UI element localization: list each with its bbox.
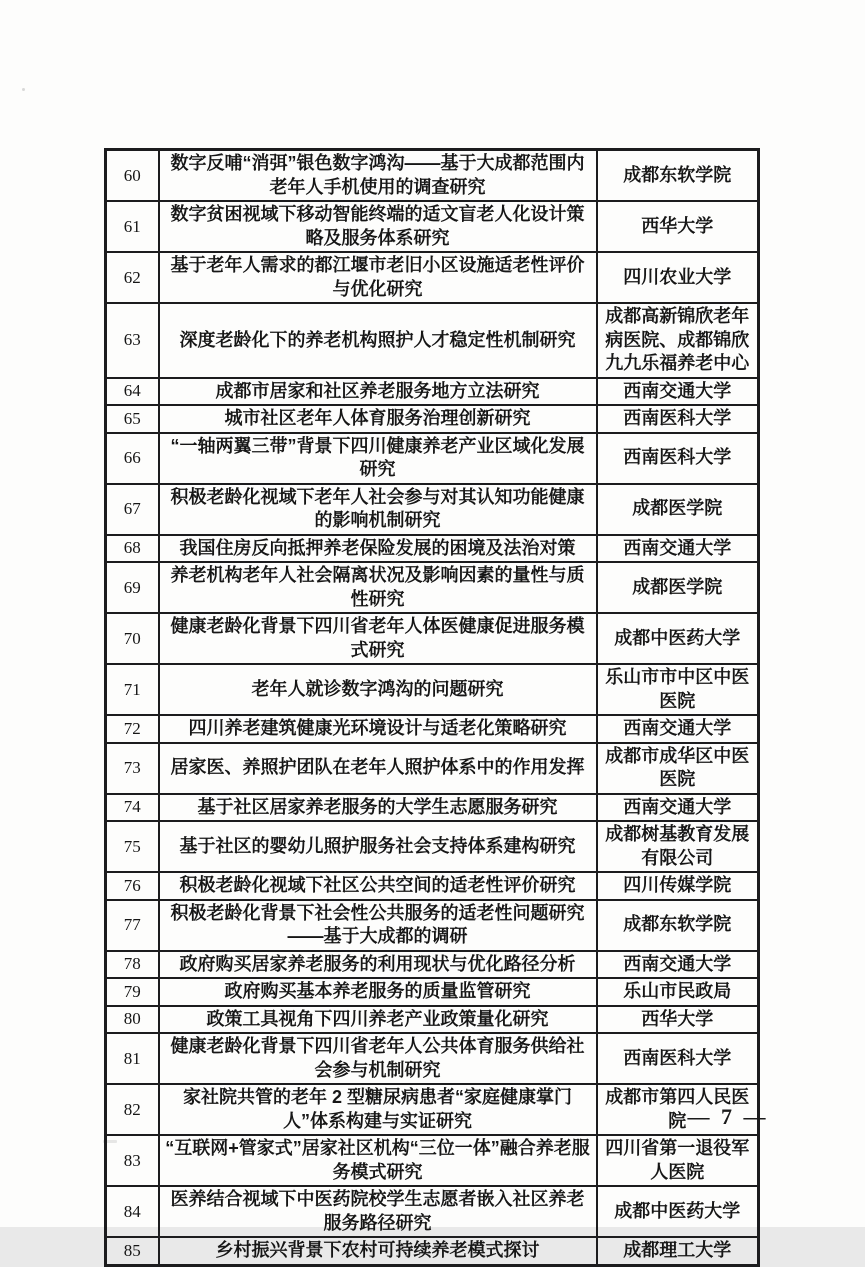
project-title-cell: 深度老龄化下的养老机构照护人才稳定性机制研究 — [159, 303, 597, 378]
institution-cell: 西华大学 — [597, 201, 759, 252]
row-number-cell: 78 — [106, 951, 159, 979]
project-title-cell: 基于社区的婴幼儿照护服务社会支持体系建构研究 — [159, 821, 597, 872]
institution-cell: 成都东软学院 — [597, 150, 759, 202]
project-title-cell: 健康老龄化背景下四川省老年人公共体育服务供给社会参与机制研究 — [159, 1033, 597, 1084]
project-title-cell: 成都市居家和社区养老服务地方立法研究 — [159, 378, 597, 406]
table-row — [106, 433, 759, 484]
table-row — [106, 664, 759, 715]
institution-cell: 成都树基教育发展有限公司 — [597, 821, 759, 872]
row-number-cell: 62 — [106, 252, 159, 303]
row-number-cell: 81 — [106, 1033, 159, 1084]
project-table-body — [106, 150, 759, 1266]
institution-cell: 四川农业大学 — [597, 252, 759, 303]
row-number-cell: 67 — [106, 484, 159, 535]
row-number-cell: 60 — [106, 150, 159, 202]
row-number-cell: 84 — [106, 1186, 159, 1237]
table-row — [106, 484, 759, 535]
table-row — [106, 1237, 759, 1265]
table-row — [106, 872, 759, 900]
institution-cell: 成都医学院 — [597, 484, 759, 535]
row-number-cell: 75 — [106, 821, 159, 872]
table-row — [106, 715, 759, 743]
row-number-cell: 71 — [106, 664, 159, 715]
table-row — [106, 201, 759, 252]
table-row — [106, 900, 759, 951]
project-title-cell: 医养结合视域下中医药院校学生志愿者嵌入社区养老服务路径研究 — [159, 1186, 597, 1237]
table-row — [106, 150, 759, 202]
project-title-cell: 基于社区居家养老服务的大学生志愿服务研究 — [159, 794, 597, 822]
row-number-cell: 72 — [106, 715, 159, 743]
project-title-cell: “互联网+管家式”居家社区机构“三位一体”融合养老服务模式研究 — [159, 1135, 597, 1186]
project-title-cell: 健康老龄化背景下四川省老年人体医健康促进服务模式研究 — [159, 613, 597, 664]
project-title-cell: 乡村振兴背景下农村可持续养老模式探讨 — [159, 1237, 597, 1265]
project-title-cell: 基于老年人需求的都江堰市老旧小区设施适老性评价与优化研究 — [159, 252, 597, 303]
table-row — [106, 303, 759, 378]
table-row — [106, 743, 759, 794]
table-row — [106, 562, 759, 613]
institution-cell: 西南医科大学 — [597, 1033, 759, 1084]
row-number-cell: 83 — [106, 1135, 159, 1186]
row-number-cell: 66 — [106, 433, 159, 484]
institution-cell: 成都市第四人民医院 — [597, 1084, 759, 1135]
institution-cell: 西南交通大学 — [597, 951, 759, 979]
row-number-cell: 61 — [106, 201, 159, 252]
table-row — [106, 1186, 759, 1237]
project-title-cell: 四川养老建筑健康光环境设计与适老化策略研究 — [159, 715, 597, 743]
project-title-cell: 积极老龄化视域下社区公共空间的适老性评价研究 — [159, 872, 597, 900]
project-title-cell: 数字贫困视域下移动智能终端的适文盲老人化设计策略及服务体系研究 — [159, 201, 597, 252]
table-row — [106, 794, 759, 822]
table-row — [106, 1033, 759, 1084]
institution-cell: 西华大学 — [597, 1006, 759, 1034]
row-number-cell: 63 — [106, 303, 159, 378]
row-number-cell: 82 — [106, 1084, 159, 1135]
project-title-cell: 我国住房反向抵押养老保险发展的困境及法治对策 — [159, 535, 597, 563]
project-table — [104, 148, 760, 1267]
table-row — [106, 821, 759, 872]
project-title-cell: “一轴两翼三带”背景下四川健康养老产业区域化发展研究 — [159, 433, 597, 484]
project-title-cell: 积极老龄化视域下老年人社会参与对其认知功能健康的影响机制研究 — [159, 484, 597, 535]
institution-cell: 四川省第一退役军人医院 — [597, 1135, 759, 1186]
row-number-cell: 73 — [106, 743, 159, 794]
institution-cell: 成都高新锦欣老年病医院、成都锦欣九九乐福养老中心 — [597, 303, 759, 378]
project-title-cell: 老年人就诊数字鸿沟的问题研究 — [159, 664, 597, 715]
institution-cell: 西南交通大学 — [597, 535, 759, 563]
institution-cell: 西南医科大学 — [597, 405, 759, 433]
row-number-cell: 76 — [106, 872, 159, 900]
institution-cell: 成都中医药大学 — [597, 1186, 759, 1237]
scan-speck — [22, 88, 25, 91]
row-number-cell: 77 — [106, 900, 159, 951]
table-row — [106, 405, 759, 433]
table-row — [106, 252, 759, 303]
project-title-cell: 居家医、养照护团队在老年人照护体系中的作用发挥 — [159, 743, 597, 794]
institution-cell: 西南医科大学 — [597, 433, 759, 484]
institution-cell: 西南交通大学 — [597, 715, 759, 743]
project-title-cell: 城市社区老年人体育服务治理创新研究 — [159, 405, 597, 433]
row-number-cell: 65 — [106, 405, 159, 433]
institution-cell: 成都中医药大学 — [597, 613, 759, 664]
institution-cell: 成都医学院 — [597, 562, 759, 613]
row-number-cell: 68 — [106, 535, 159, 563]
table-row — [106, 378, 759, 406]
institution-cell: 西南交通大学 — [597, 378, 759, 406]
row-number-cell: 85 — [106, 1237, 159, 1265]
table-row — [106, 1006, 759, 1034]
project-title-cell: 政策工具视角下四川养老产业政策量化研究 — [159, 1006, 597, 1034]
institution-cell: 乐山市民政局 — [597, 978, 759, 1006]
institution-cell: 四川传媒学院 — [597, 872, 759, 900]
row-number-cell: 80 — [106, 1006, 159, 1034]
table-row — [106, 951, 759, 979]
project-title-cell: 政府购买基本养老服务的质量监管研究 — [159, 978, 597, 1006]
table-row — [106, 535, 759, 563]
institution-cell: 西南交通大学 — [597, 794, 759, 822]
row-number-cell: 74 — [106, 794, 159, 822]
row-number-cell: 79 — [106, 978, 159, 1006]
project-title-cell: 养老机构老年人社会隔离状况及影响因素的量性与质性研究 — [159, 562, 597, 613]
institution-cell: 成都理工大学 — [597, 1237, 759, 1265]
institution-cell: 成都市成华区中医医院 — [597, 743, 759, 794]
table-row — [106, 978, 759, 1006]
institution-cell: 乐山市市中区中医医院 — [597, 664, 759, 715]
row-number-cell: 70 — [106, 613, 159, 664]
table-row — [106, 1135, 759, 1186]
institution-cell: 成都东软学院 — [597, 900, 759, 951]
table-row — [106, 613, 759, 664]
row-number-cell: 64 — [106, 378, 159, 406]
project-title-cell: 政府购买居家养老服务的利用现状与优化路径分析 — [159, 951, 597, 979]
project-title-cell: 积极老龄化背景下社会性公共服务的适老性问题研究——基于大成都的调研 — [159, 900, 597, 951]
row-number-cell: 69 — [106, 562, 159, 613]
project-title-cell: 家社院共管的老年 2 型糖尿病患者“家庭健康掌门人”体系构建与实证研究 — [159, 1084, 597, 1135]
project-title-cell: 数字反哺“消弭”银色数字鸿沟——基于大成都范围内老年人手机使用的调查研究 — [159, 150, 597, 202]
page-number: — 7 — — [687, 1104, 769, 1129]
